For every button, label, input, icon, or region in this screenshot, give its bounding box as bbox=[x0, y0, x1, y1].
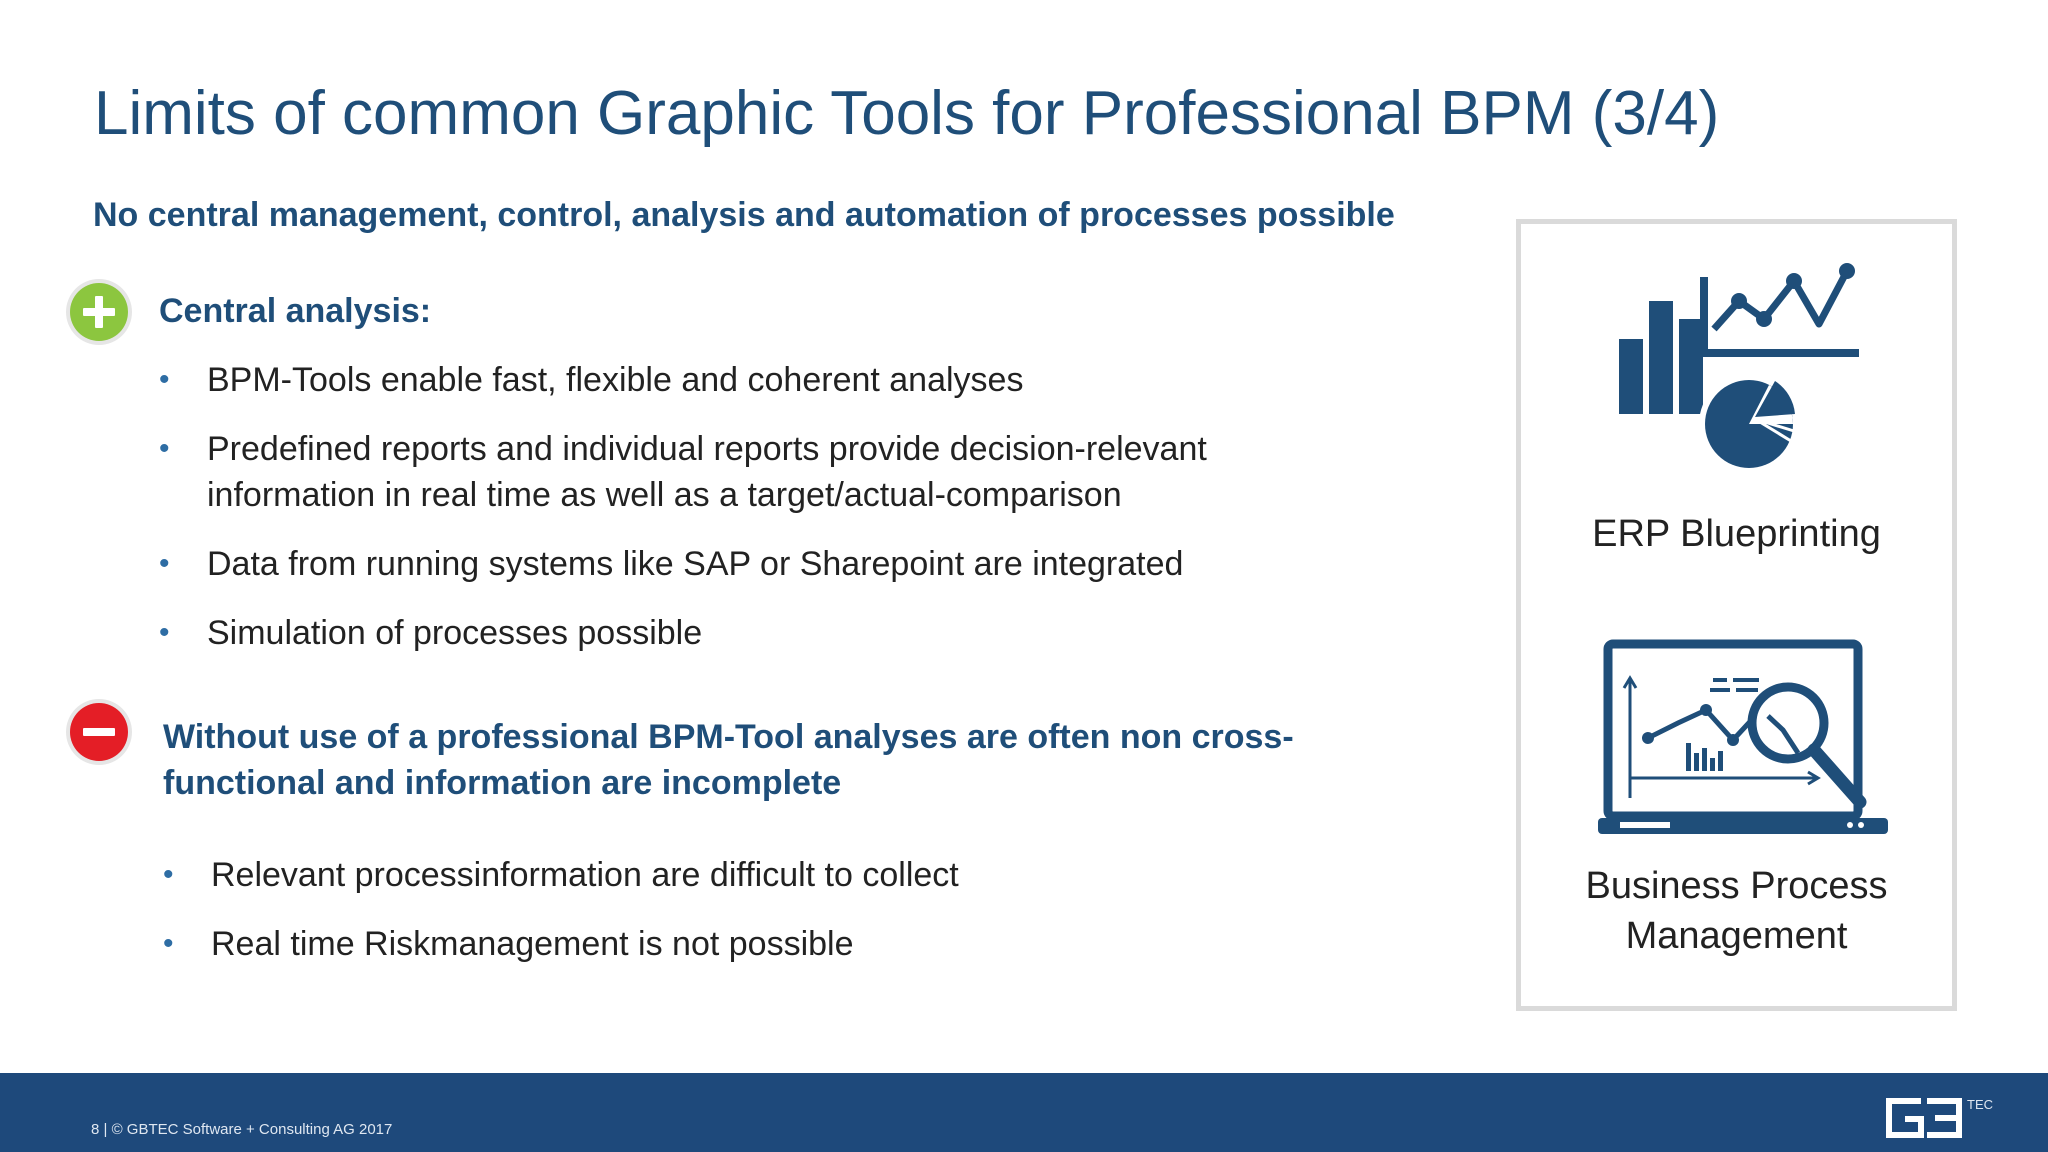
laptop-analysis-icon bbox=[1598, 638, 1888, 838]
list-item: • Data from running systems like SAP or Sharepoint are integrated bbox=[159, 545, 1184, 583]
list-item: • BPM-Tools enable fast, flexible and coherent analyses bbox=[159, 361, 1024, 399]
list-item: • Simulation of processes possible bbox=[159, 614, 703, 652]
analytics-charts-icon bbox=[1619, 259, 1869, 479]
list-item: • Predefined reports and individual reports provide decision-relevant information in real time as well as a target/actual-comparison bbox=[159, 430, 1207, 514]
slide-subtitle: No central management, control, analysis and automation of processes possible bbox=[93, 196, 1395, 234]
panel-label-bpm: Business Process Management bbox=[1585, 865, 1888, 957]
pro-bullet-list bbox=[159, 357, 1379, 679]
footer-bar bbox=[0, 1073, 2048, 1152]
con-section-heading: Without use of a professional BPM-Tool analyses are often non cross-functional and information are incomplete bbox=[163, 718, 1294, 802]
panel-label-erp: ERP Blueprinting bbox=[1592, 513, 1881, 555]
list-item: • Real time Riskmanagement is not possible bbox=[163, 925, 854, 963]
pro-section-heading: Central analysis: bbox=[159, 292, 432, 330]
gbtec-logo-icon bbox=[1883, 1093, 1993, 1143]
logo-text: TEC bbox=[1967, 1097, 1993, 1112]
side-panel bbox=[1516, 219, 1957, 1011]
slide-title: Limits of common Graphic Tools for Professional BPM (3/4) bbox=[94, 79, 1720, 148]
plus-circle-icon bbox=[70, 283, 128, 341]
minus-circle-icon bbox=[70, 703, 128, 761]
footer-copyright: 8 | © GBTEC Software + Consulting AG 2017 bbox=[91, 1121, 393, 1138]
list-item: • Relevant processinformation are difficult to collect bbox=[163, 856, 959, 894]
con-bullet-list bbox=[163, 852, 1383, 990]
